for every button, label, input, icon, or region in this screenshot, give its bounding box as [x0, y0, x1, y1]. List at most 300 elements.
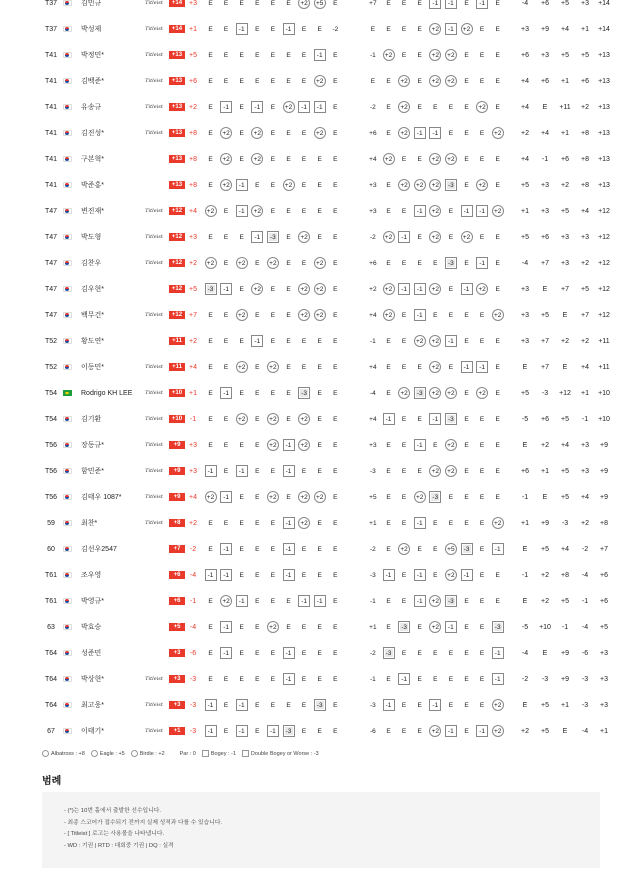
player-name-link[interactable]: 김기환 [81, 416, 102, 423]
country-flag-icon [62, 198, 72, 224]
hole-score: +2 [313, 302, 326, 328]
round-4-score: +8 [581, 155, 589, 163]
titleist-logo-icon [143, 94, 165, 120]
player-name-link[interactable]: 김찬우 [81, 260, 102, 267]
hole-score: +2 [369, 285, 377, 293]
hole-score: E [208, 363, 213, 371]
player-name-link[interactable]: 박도형 [81, 234, 102, 241]
player-name-link[interactable]: 박영규* [81, 598, 105, 605]
hole-score: -1 [298, 94, 311, 120]
hole-score: E [270, 467, 276, 475]
hole-score: E [286, 51, 291, 59]
hole-score: E [386, 597, 391, 605]
player-name-link[interactable]: 김선우2547 [81, 546, 117, 553]
hole-score: E [417, 623, 422, 631]
player-name-link[interactable]: 변진재* [81, 208, 105, 215]
hole-score: E [270, 77, 276, 85]
hole-score: -1 [282, 666, 295, 692]
rank-cell: T47 [44, 207, 58, 215]
hole-score: E [464, 415, 469, 423]
round-1-score: +3 [521, 337, 529, 345]
player-name-link[interactable]: 장동규* [81, 442, 105, 449]
today-score: +3 [189, 0, 197, 7]
hole-score: +2 [491, 718, 504, 744]
total-score-badge [169, 640, 185, 666]
total-score-value: +6 [169, 597, 185, 605]
hole-score: E [386, 103, 391, 111]
hole-score: -1 [313, 588, 326, 614]
hole-score: -1 [398, 666, 411, 692]
player-name-link[interactable]: 김민규 [81, 0, 102, 7]
hole-score: +2 [444, 42, 457, 68]
country-flag-icon [62, 302, 72, 328]
player-name-link[interactable]: 박성제 [81, 26, 102, 33]
note-line: - 최종 스코어가 접수되기 전까지 실제 성적과 다를 수 있습니다. [64, 819, 223, 826]
round-4-score: +5 [581, 51, 589, 59]
table-row[interactable] [0, 380, 640, 406]
hole-score: +2 [444, 458, 457, 484]
today-score: +1 [189, 25, 197, 33]
player-name-link[interactable]: 김백준* [81, 78, 105, 85]
hole-score: E [317, 727, 322, 735]
player-name-link[interactable]: 이태기* [81, 728, 105, 735]
player-name-link[interactable]: 함민준* [81, 468, 105, 475]
hole-score: E [417, 25, 422, 33]
hole-score: E [255, 181, 260, 189]
table-row[interactable] [0, 120, 640, 146]
hole-score: E [417, 103, 422, 111]
today-score: +5 [189, 51, 197, 59]
hole-score: -1 [220, 562, 233, 588]
table-row[interactable] [0, 42, 640, 68]
hole-score: E [495, 389, 500, 397]
hole-score: +3 [369, 207, 377, 215]
round-3-score: +6 [561, 155, 569, 163]
hole-score: E [301, 467, 307, 475]
player-name-link[interactable]: 김우현* [81, 286, 105, 293]
hole-score: E [239, 519, 244, 527]
round-2-score: +2 [541, 597, 549, 605]
hole-score: E [386, 675, 391, 683]
hole-score: E [464, 623, 469, 631]
player-name-link[interactable]: 백무건* [81, 312, 105, 319]
rank-cell: T41 [44, 51, 58, 59]
total-score-badge [169, 198, 185, 224]
total-score-badge [169, 536, 185, 562]
table-row[interactable] [0, 458, 640, 484]
hole-score: E [386, 545, 391, 553]
hole-score: -1 [444, 718, 457, 744]
total-score-badge [169, 432, 185, 458]
rank-cell: T41 [44, 129, 58, 137]
hole-score: E [333, 363, 338, 371]
hole-score: E [464, 649, 469, 657]
hole-score: -1 [460, 276, 473, 302]
round-4-score: +1 [581, 25, 589, 33]
player-name-link[interactable]: 최고웅* [81, 702, 105, 709]
today-score: +5 [189, 285, 197, 293]
titleist-logo-icon [143, 224, 165, 250]
rank-cell: T41 [44, 155, 58, 163]
table-row[interactable] [0, 406, 640, 432]
hole-score: E [448, 493, 454, 501]
player-name-link[interactable]: 김태우 1087* [81, 494, 122, 501]
round-1-score: +5 [521, 233, 529, 241]
titleist-logo-icon [143, 68, 165, 94]
hole-score: E [301, 675, 307, 683]
hole-score: E [333, 103, 338, 111]
player-name-link[interactable]: 박상현* [81, 676, 105, 683]
hole-score: E [433, 545, 438, 553]
hole-score: +2 [251, 120, 264, 146]
hole-score: +2 [429, 172, 442, 198]
total-score-badge [169, 510, 185, 536]
hole-score: E [386, 363, 391, 371]
total-to-par: +12 [598, 285, 610, 293]
round-2-score: +4 [541, 129, 549, 137]
today-score: +7 [189, 311, 197, 319]
hole-score: E [333, 675, 338, 683]
hole-score: E [464, 103, 469, 111]
total-score-value: +12 [169, 259, 185, 267]
round-3-score: +5 [561, 51, 569, 59]
hole-score: +2 [413, 484, 426, 510]
table-row[interactable] [0, 692, 640, 718]
player-name-link[interactable]: 김진성* [81, 130, 105, 137]
hole-score: +2 [282, 94, 295, 120]
player-name-link[interactable]: 박준홍* [81, 182, 105, 189]
round-4-score: +4 [581, 207, 589, 215]
hole-score: +2 [235, 302, 248, 328]
hole-score: E [286, 207, 291, 215]
hole-score: -3 [204, 276, 217, 302]
titleist-logo-text: Titleist [145, 416, 163, 422]
hole-score: E [223, 0, 229, 7]
hole-score: E [286, 311, 291, 319]
hole-score: -3 [282, 718, 295, 744]
table-row[interactable] [0, 328, 640, 354]
hole-score: +2 [220, 120, 233, 146]
table-row[interactable] [0, 146, 640, 172]
table-row[interactable] [0, 16, 640, 42]
titleist-logo-icon [143, 562, 165, 588]
hole-score: E [255, 623, 260, 631]
hole-score: -1 [382, 562, 395, 588]
hole-score: E [317, 233, 322, 241]
hole-score: -3 [429, 484, 442, 510]
total-score-badge [169, 94, 185, 120]
total-score-badge [169, 172, 185, 198]
table-row[interactable] [0, 94, 640, 120]
hole-score: E [317, 467, 322, 475]
hole-score: -1 [204, 458, 217, 484]
hole-score: +2 [444, 68, 457, 94]
hole-score: +2 [313, 120, 326, 146]
hole-score: -1 [413, 276, 426, 302]
hole-score: E [208, 0, 213, 7]
hole-score: -1 [460, 562, 473, 588]
hole-score: +2 [266, 432, 279, 458]
hole-score: E [270, 701, 276, 709]
hole-score: E [464, 389, 469, 397]
hole-score: +1 [369, 623, 377, 631]
hole-score: E [386, 0, 391, 7]
hole-score: E [239, 649, 244, 657]
hole-score: E [239, 51, 244, 59]
round-4-score: +4 [581, 363, 589, 371]
today-score: -6 [189, 649, 197, 657]
round-2-score: -1 [541, 155, 549, 163]
round-3-score: +4 [561, 25, 569, 33]
hole-score: +2 [413, 172, 426, 198]
hole-score: +2 [460, 224, 473, 250]
total-score-badge [169, 692, 185, 718]
round-3-score: +3 [561, 259, 569, 267]
table-row[interactable] [0, 562, 640, 588]
hole-score: +2 [266, 250, 279, 276]
hole-score: E [464, 701, 469, 709]
hole-score: E [464, 337, 469, 345]
total-to-par: +9 [600, 467, 608, 475]
hole-score: -3 [370, 467, 376, 475]
rank-cell: T47 [44, 233, 58, 241]
hole-score: E [301, 181, 307, 189]
circle-marker-icon [42, 750, 49, 757]
round-4-score: -4 [581, 623, 589, 631]
hole-score: -3 [444, 406, 457, 432]
hole-score: E [401, 441, 407, 449]
hole-score: -1 [429, 406, 442, 432]
titleist-logo-text: Titleist [145, 130, 163, 136]
player-name-link[interactable]: Rodrigo KH LEE [81, 389, 133, 397]
round-1-score: E [522, 363, 528, 371]
round-sub-total [342, 562, 364, 588]
hole-score: E [239, 623, 244, 631]
round-sub-total [342, 42, 364, 68]
hole-score: E [495, 233, 500, 241]
hole-score: -1 [413, 562, 426, 588]
round-sub-total [342, 250, 364, 276]
hole-score: -2 [370, 545, 376, 553]
hole-score: E [255, 597, 260, 605]
hole-score: +2 [382, 42, 395, 68]
table-row[interactable] [0, 0, 640, 16]
hole-score: E [301, 207, 307, 215]
hole-score: E [386, 727, 391, 735]
country-flag-icon [62, 692, 72, 718]
today-score: +2 [189, 519, 197, 527]
table-row[interactable] [0, 510, 640, 536]
table-row[interactable] [0, 198, 640, 224]
total-score-value: +11 [169, 337, 185, 345]
table-row[interactable] [0, 718, 640, 744]
today-score: +4 [189, 363, 197, 371]
round-3-score: +4 [561, 441, 569, 449]
player-name-link[interactable]: 박효승 [81, 624, 102, 631]
hole-score: E [386, 467, 391, 475]
round-sub-total [342, 458, 364, 484]
hole-score: E [239, 337, 244, 345]
hole-score: +2 [382, 302, 395, 328]
titleist-logo-text: Titleist [145, 442, 163, 448]
hole-score: E [495, 103, 500, 111]
hole-score: +2 [251, 198, 264, 224]
hole-score: +2 [429, 354, 442, 380]
table-row[interactable] [0, 172, 640, 198]
hole-score: E [401, 701, 407, 709]
total-score-value: +3 [169, 649, 185, 657]
hole-score: +2 [444, 562, 457, 588]
total-score-value: +5 [169, 623, 185, 631]
country-flag-icon [62, 120, 72, 146]
round-1-score: -2 [521, 675, 529, 683]
hole-score: E [333, 467, 338, 475]
hole-score: +3 [369, 441, 377, 449]
hole-score: E [386, 441, 391, 449]
hole-score: E [286, 285, 291, 293]
hole-score: E [255, 441, 260, 449]
hole-score: E [448, 129, 454, 137]
hole-score: E [333, 727, 338, 735]
round-sub-total [342, 68, 364, 94]
hole-score: E [270, 207, 276, 215]
legend-label: Birdie : +2 [139, 750, 165, 757]
hole-score: E [479, 337, 485, 345]
total-to-par: +12 [598, 233, 610, 241]
hole-score: -1 [282, 562, 295, 588]
country-flag-icon [62, 588, 72, 614]
table-row[interactable] [0, 484, 640, 510]
table-row[interactable] [0, 68, 640, 94]
player-name-link[interactable]: 성준민 [81, 650, 102, 657]
hole-score: E [208, 233, 213, 241]
today-score: +3 [189, 441, 197, 449]
legend-item [171, 750, 196, 757]
player-name-link[interactable]: 유송규 [81, 104, 102, 111]
table-row[interactable] [0, 276, 640, 302]
hole-score: +2 [444, 146, 457, 172]
hole-score: +5 [444, 536, 457, 562]
hole-score: E [270, 389, 276, 397]
round-1-score: -5 [521, 415, 529, 423]
hole-score: E [333, 129, 338, 137]
hole-score: E [208, 519, 213, 527]
hole-score: +2 [220, 172, 233, 198]
round-3-score: +11 [559, 103, 571, 111]
circle-marker-icon [131, 750, 138, 757]
hole-score: E [255, 415, 260, 423]
table-row[interactable] [0, 432, 640, 458]
player-name-link[interactable]: 황도연* [81, 338, 105, 345]
round-sub-total [342, 198, 364, 224]
table-row[interactable] [0, 666, 640, 692]
hole-score: E [333, 311, 338, 319]
hole-score: E [417, 701, 422, 709]
hole-score: +2 [429, 224, 442, 250]
hole-score: -2 [370, 649, 376, 657]
round-4-score: +2 [581, 103, 589, 111]
round-2-score: -3 [541, 675, 549, 683]
hole-score: +2 [398, 536, 411, 562]
player-name-link[interactable]: 이동민* [81, 364, 105, 371]
hole-score: E [495, 25, 500, 33]
total-to-par: +11 [598, 337, 610, 345]
hole-score: -1 [460, 198, 473, 224]
hole-score: E [417, 363, 422, 371]
titleist-logo-icon [143, 276, 165, 302]
hole-score: E [208, 25, 213, 33]
table-row[interactable] [0, 250, 640, 276]
table-row[interactable] [0, 536, 640, 562]
table-row[interactable] [0, 588, 640, 614]
hole-score: E [270, 545, 276, 553]
hole-score: -1 [235, 588, 248, 614]
hole-score: E [333, 389, 338, 397]
hole-score: E [239, 545, 244, 553]
round-4-score: +5 [581, 285, 589, 293]
total-score-value: +13 [169, 129, 185, 137]
hole-score: +2 [444, 380, 457, 406]
round-2-score: +6 [541, 0, 549, 7]
titleist-logo-icon [143, 354, 165, 380]
legend-label: Bogey : -1 [210, 750, 236, 757]
titleist-logo-icon [143, 302, 165, 328]
hole-score: E [223, 701, 229, 709]
hole-score: E [301, 363, 307, 371]
hole-score: E [317, 571, 322, 579]
hole-score: E [479, 467, 485, 475]
country-flag-icon [62, 666, 72, 692]
hole-score: E [270, 649, 276, 657]
hole-score: E [386, 25, 391, 33]
player-name-link[interactable]: 조우영 [81, 572, 102, 579]
round-2-score: +6 [541, 77, 549, 85]
rank-cell: T41 [44, 103, 58, 111]
hole-score: E [255, 727, 260, 735]
table-row[interactable] [0, 354, 640, 380]
total-to-par: +13 [598, 77, 610, 85]
hole-score: +2 [429, 380, 442, 406]
hole-score: E [208, 103, 213, 111]
hole-score: E [495, 441, 500, 449]
round-sub-total [342, 120, 364, 146]
hole-score: E [433, 103, 438, 111]
table-row[interactable] [0, 640, 640, 666]
player-name-link[interactable]: 박정민* [81, 52, 105, 59]
titleist-logo-icon [143, 120, 165, 146]
hole-score: E [208, 675, 213, 683]
rank-cell: T41 [44, 181, 58, 189]
table-row[interactable] [0, 302, 640, 328]
table-row[interactable] [0, 614, 640, 640]
hole-score: -1 [429, 0, 442, 16]
note-line: - [ Titleist ] 로고는 사용볼을 나타냅니다. [64, 831, 165, 837]
hole-score: -1 [204, 562, 217, 588]
hole-score: +5 [313, 0, 326, 16]
hole-score: E [417, 467, 422, 475]
hole-score: -1 [282, 536, 295, 562]
hole-score: E [223, 77, 229, 85]
hole-score: E [239, 103, 244, 111]
player-name-link[interactable]: 구본혁* [81, 156, 105, 163]
table-row[interactable] [0, 224, 640, 250]
total-to-par: +6 [600, 571, 608, 579]
total-score-value: +3 [169, 701, 185, 709]
hole-score: -1 [282, 16, 295, 42]
player-name-link[interactable]: 최찬* [81, 520, 98, 527]
legend-item [131, 750, 165, 757]
total-score-value: +9 [169, 441, 185, 449]
